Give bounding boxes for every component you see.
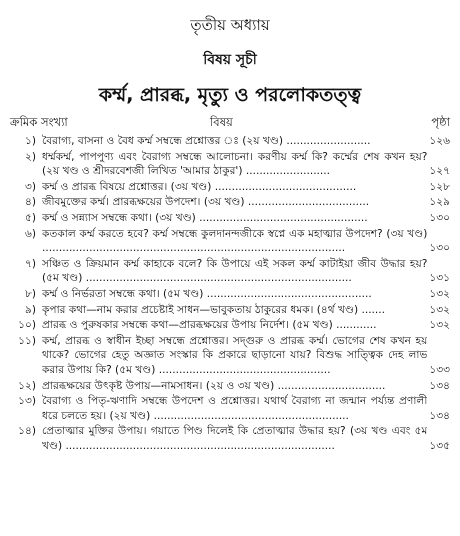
page-column-header: পৃষ্ঠা	[431, 115, 450, 129]
index-entry	[10, 318, 450, 333]
index-entry	[10, 287, 450, 302]
entry-number: ৪)	[24, 196, 36, 209]
entry-text: কর্ম্ম ও সন্ন্যাস সম্বন্ধে কথা। (৩য় খণ্ড) ..................................................	[42, 211, 368, 224]
entry-page: ১৩৩	[429, 363, 450, 376]
entry-number: ৬)	[24, 227, 36, 240]
entry-page: ১২৬	[429, 135, 450, 147]
entry-page: ১৩০	[429, 242, 450, 255]
index-entry	[10, 150, 450, 179]
entry-page: ১৩২	[429, 287, 450, 300]
page-title: কর্ম্ম, প্রারব্ধ, মৃত্যু ও পরলোকতত্ত্ব	[98, 84, 362, 106]
entry-page: ১৩২	[429, 303, 450, 316]
entry-number: ৮)	[24, 287, 36, 300]
subject-column-header: বিষয়	[210, 115, 233, 129]
index-entry	[10, 134, 450, 149]
entry-text: কর্ম্ম ও নির্ভরতা সম্বন্ধে কথা। (৫ম খণ্ড) .................................................	[42, 287, 372, 300]
entry-page: ১৩১	[429, 272, 450, 285]
index-entry	[10, 227, 450, 256]
index-entry	[10, 424, 450, 453]
entry-text: কৃপার কথা—নাম করার প্রচেষ্টাই সাধন—ভাবুকতায় ঠাকুরের ধমক। (৪র্থ খণ্ড) .......	[42, 303, 386, 316]
entry-text: বৈরাগ্য, বাসনা ও বৈধ কর্ম্ম সম্বন্ধে প্রশ্নোত্তর ঃ (২য় খণ্ড) .........................	[42, 135, 371, 147]
entry-number: ১০)	[18, 319, 36, 332]
entry-number: ৭)	[24, 257, 36, 270]
entry-number: ১২)	[18, 379, 36, 392]
entry-page: ১৩০	[429, 211, 450, 224]
entry-text: সঞ্চিত ও ক্রিয়মান কর্ম্ম কাহাকে বলে? কি উপায়ে এই সকল কর্ম্ম কাটাইয়া জীব উদ্ধার হয়? (৫ম খণ্ড) ...............................................................................	[42, 257, 428, 285]
entry-text: কর্ম্ম ও প্রারব্ধ বিষয়ে প্রশ্নোত্তর। (৩য় খণ্ড) ..........................................	[42, 180, 357, 193]
entry-number: ১)	[24, 135, 36, 147]
index-entry	[10, 334, 450, 378]
entry-page: ১৩৪	[429, 409, 450, 422]
entry-number: ৩)	[24, 180, 36, 193]
entry-number: ২)	[24, 150, 36, 163]
index-list	[10, 134, 450, 453]
entry-number: ১১)	[18, 334, 36, 347]
entry-text: কর্ম্ম, প্রারব্ধ ও স্বাধীন ইচ্ছা সম্বন্ধে প্রশ্নোত্তর। সদ্গুরু ও প্রারব্ধ কর্ম্ম। ভোগের শেষ কখন হয় থাকে? ভোগের হেতু অজ্ঞাত সংস্কার কি প্রকারে ছাড়ানো যায়? বিশুদ্ধ সাত্ত্বিক দেহ লাভ করার উপায় কি? (৫ম খণ্ড) ...................................................	[42, 334, 428, 376]
index-header	[10, 114, 450, 132]
entry-number: ৫)	[24, 211, 36, 224]
entry-text: বৈরাগ্য ও পিতৃ-ঋণাদি সম্বন্ধে উপদেশ ও প্রশ্নোত্তর। যথার্থ বৈরাগ্য না জন্মান পর্য্যন্ত প্রণালী ধরে চলতে হয়। (২য় খণ্ড) ..........................................................	[42, 395, 428, 422]
entry-page: ১২৮	[429, 180, 450, 193]
entry-number: ৯)	[24, 303, 36, 316]
index-entry	[10, 211, 450, 226]
index-entry	[10, 257, 450, 286]
entry-text: প্রেতাত্মার মুক্তির উপায়। গয়াতে পিণ্ড দিলেই কি প্রেতাত্মার উদ্ধার হয়? (৩য় খণ্ড এবং ৫ম খণ্ড) ................................................................................	[42, 425, 428, 452]
index-entry	[10, 195, 450, 210]
entry-page: ১৩২	[429, 319, 450, 332]
index-entry	[10, 180, 450, 195]
entry-page: ১৩৫	[429, 439, 450, 452]
entry-number: ১৩)	[18, 395, 36, 408]
serial-column-header: ক্রমিক সংখ্যা	[10, 115, 68, 129]
entry-page: ১২৭	[429, 165, 450, 178]
index-entry	[10, 394, 450, 423]
chapter-heading: তৃতীয় অধ্যায়	[190, 16, 270, 34]
index-entry	[10, 379, 450, 394]
section-subtitle: বিষয় সূচী	[203, 52, 257, 68]
entry-number: ১৪)	[18, 425, 36, 438]
entry-text: ধর্ম্মকর্ম্ম, পাপপুণ্য এবং বৈরাগ্য সম্বন্ধে আলোচনা। করণীয় কর্ম্ম কি? কর্ম্মের শেষ কখন হয়? (২য় খণ্ড ও শ্রীদরবেশজী লিখিত 'আমার ঠাকুর') .........................	[42, 150, 428, 178]
entry-text: জীবমুক্তের কর্ম্ম। প্রারব্ধক্ষয়ের উপদেশ। (৩য় খণ্ড) ....................................	[42, 196, 370, 209]
entry-text: কতকাল কর্ম্ম করতে হবে? কর্ম্ম সম্বন্ধে কুলদানন্দজীকে স্বপ্নে এক মহাত্মার উপদেশ? (৩য় খণ্ড) ..........................................................................................	[42, 227, 428, 255]
entry-page: ১২৯	[429, 196, 450, 209]
entry-text: প্রারব্ধক্ষয়ের উৎকৃষ্ট উপায়—নামসাধন। (২য় ও ৩য় খণ্ড) ................................	[42, 379, 386, 392]
index-entry	[10, 303, 450, 318]
entry-page: ১৩৪	[429, 379, 450, 392]
entry-text: প্রারব্ধ ও পুরুষকার সম্বন্ধে কথা—প্রারব্ধক্ষয়ের উপায় নির্দেশ। (৫ম খণ্ড) ............	[42, 319, 377, 332]
